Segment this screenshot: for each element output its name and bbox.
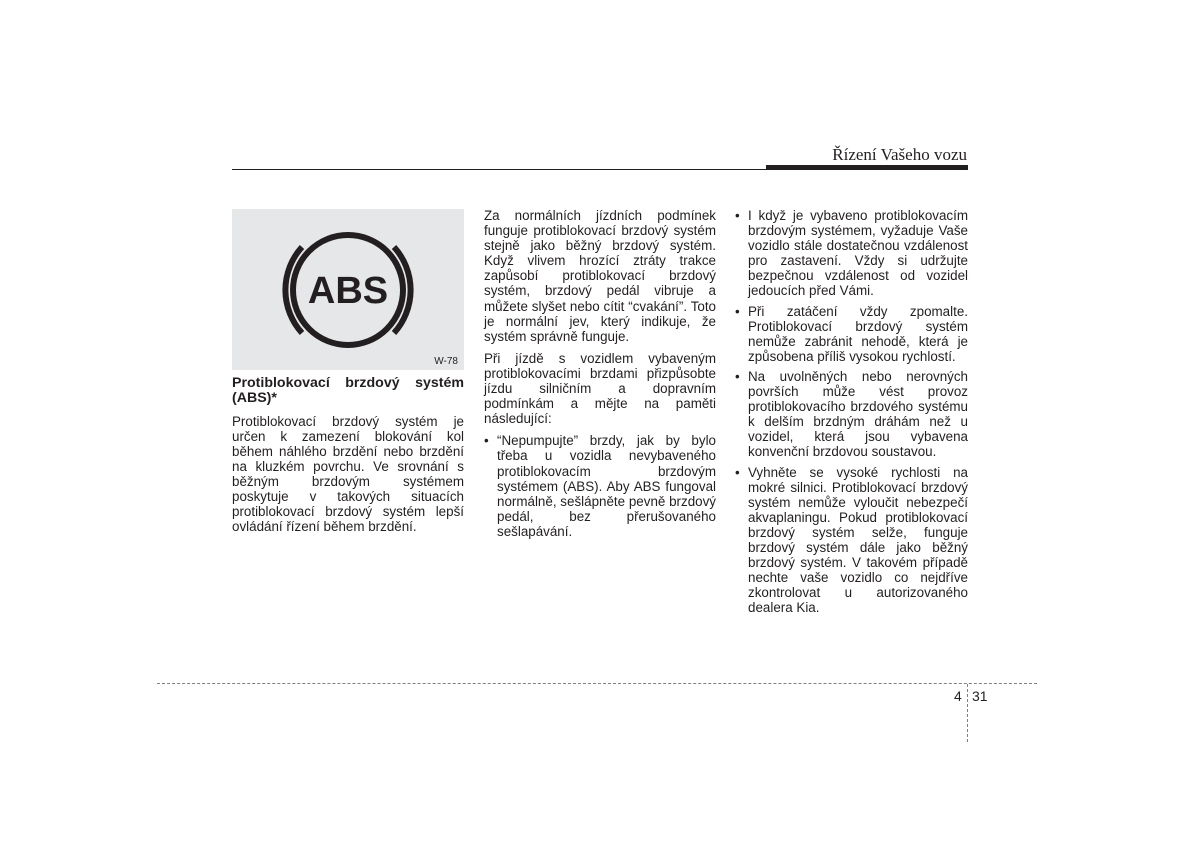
chapter-number: 4	[954, 688, 962, 704]
footer-divider	[967, 684, 968, 742]
bullet-list	[735, 208, 968, 615]
figure-code: W-78	[434, 356, 458, 367]
list-item	[735, 208, 968, 299]
abs-figure	[232, 209, 464, 370]
bullet-marker: •	[735, 464, 740, 480]
list-item-text: Při zatáčení vždy zpomalte. Protiblokovací brzdový systém nemůže zabránit nehodě, která je způsobena příliš vysokou rychlostí.	[748, 303, 968, 364]
column-3	[735, 208, 968, 620]
list-item	[484, 433, 716, 539]
column-2	[484, 208, 716, 544]
list-item	[735, 465, 968, 616]
list-item-text: “Nepumpujte” brzdy, jak by bylo třeba u vozidla nevybaveného protiblokovacím brzdovým systémem (ABS). Aby ABS fungoval normálně, sešlápněte pevně brzdový pedál, bez přerušovaného sešlapávání.	[497, 433, 716, 539]
column-1	[232, 376, 464, 542]
bullet-list	[484, 433, 716, 539]
paragraph: Za normálních jízdních podmínek funguje protiblokovací brzdový systém stejně jako běžný brzdový systém. Když vlivem hrozící ztráty trakce zapůsobí protiblokovací brzdový systém, brzdový pedál vibruje a můžete slyšet nebo cítit “cvakání”. Toto je normální jev, který indikuje, že systém správně funguje.	[484, 208, 716, 344]
header-rule-accent	[766, 165, 968, 170]
paragraph: Při jízdě s vozidlem vybaveným protiblokovacími brzdami přizpůsobte jízdu silničním a dopravním podmínkám a mějte na paměti následující:	[484, 350, 716, 427]
bullet-marker: •	[735, 303, 740, 319]
list-item	[735, 369, 968, 460]
abs-icon-label: ABS	[307, 270, 389, 312]
bullet-marker: •	[484, 433, 489, 449]
list-item	[735, 304, 968, 364]
abs-warning-icon	[232, 209, 464, 370]
page-number: 31	[972, 688, 988, 704]
section-intro: Protiblokovací brzdový systém je určen k zamezení blokování kol během náhlého brzdění nebo brzdění na kluzkém povrchu. Ve srovnání s běžným brzdovým systémem poskytuje v takových situacích protiblokovací brzdový systém lepší ovládání řízení během brzdění.	[232, 413, 464, 535]
list-item-text: Na uvolněných nebo nerovných površích může vést provoz protiblokovacího brzdového systému k delším brzdným dráhám než u vozidel, která jsou vybavena konvenční brzdovou soustavou.	[748, 368, 968, 460]
section-heading: Protiblokovací brzdový systém (ABS)*	[232, 375, 464, 407]
footer-rule	[157, 683, 1037, 684]
bullet-marker: •	[735, 208, 740, 223]
list-item-text: I když je vybaveno protiblokovacím brzdovým systémem, vyžaduje Vaše vozidlo stále dostatečnou vzdálenost pro zastavení. Vždy si udržujte bezpečnou vzdálenost od vozidel jedoucích před Vámi.	[748, 208, 968, 299]
page-header-title: Řízení Vašeho vozu	[832, 145, 967, 164]
bullet-marker: •	[735, 368, 740, 384]
list-item-text: Vyhněte se vysoké rychlosti na mokré silnici. Protiblokovací brzdový systém nemůže vyloučit nebezpečí akvaplaningu. Pokud protiblokovací brzdový systém selže, funguje brzdový systém dále jako běžný brzdový systém. V takovém případě nechte vaše vozidlo co nejdříve zkontrolovat u autorizovaného dealera Kia.	[748, 464, 968, 616]
